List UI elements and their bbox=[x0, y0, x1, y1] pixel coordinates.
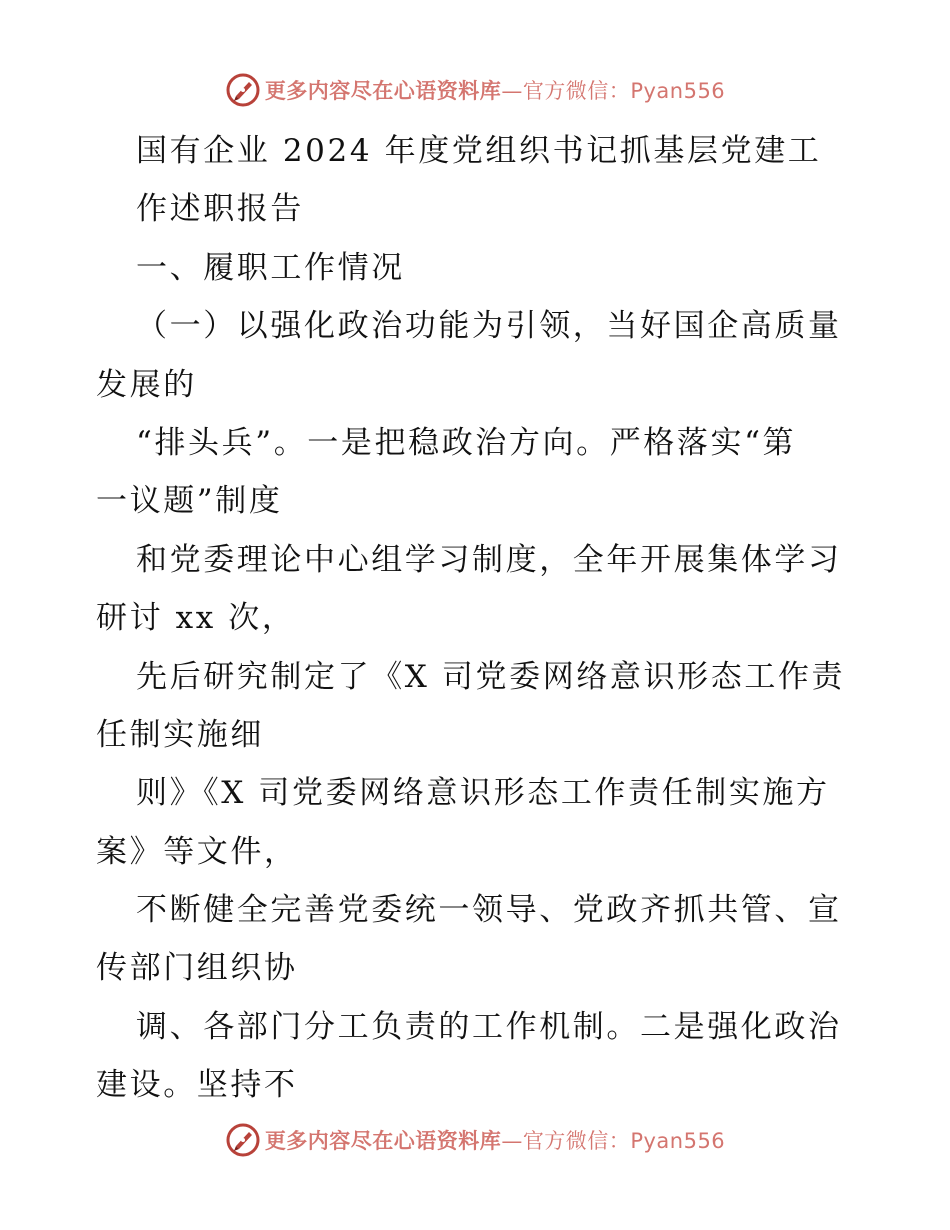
pen-logo-icon bbox=[225, 72, 261, 108]
document-line: 任制实施细 bbox=[96, 716, 264, 753]
document-line: “排头兵”。一是把稳政治方向。严格落实“第 bbox=[136, 424, 797, 461]
document-line: 不断健全完善党委统一领导、党政齐抓共管、宣 bbox=[136, 892, 842, 929]
document-line: 一、履职工作情况 bbox=[136, 249, 405, 286]
document-body bbox=[96, 122, 856, 1115]
footer-watermark bbox=[0, 1120, 950, 1160]
watermark-text bbox=[265, 75, 725, 105]
document-line: 案》等文件， bbox=[96, 833, 298, 870]
watermark-label: 官方微信： bbox=[522, 79, 631, 103]
document-line: 一议题”制度 bbox=[96, 483, 283, 520]
watermark-wechat-id: Pyan556 bbox=[630, 1129, 726, 1153]
document-line: （一）以强化政治功能为引领，当好国企高质量 bbox=[136, 308, 842, 345]
document-line: 和党委理论中心组学习制度，全年开展集体学习 bbox=[136, 541, 842, 578]
document-line: 作述职报告 bbox=[136, 191, 304, 228]
document-line: 则》《X 司党委网络意识形态工作责任制实施方 bbox=[136, 775, 830, 812]
header-watermark bbox=[0, 70, 950, 110]
watermark-brand: 更多内容尽在心语资料库 bbox=[264, 79, 502, 103]
watermark-wechat-id: Pyan556 bbox=[630, 79, 726, 103]
pen-logo-icon bbox=[225, 1122, 261, 1158]
document-line: 调、各部门分工负责的工作机制。二是强化政治 bbox=[136, 1008, 842, 1045]
watermark-brand: 更多内容尽在心语资料库 bbox=[264, 1129, 502, 1153]
document-line: 建设。坚持不 bbox=[96, 1067, 298, 1104]
document-line: 研讨 xx 次， bbox=[96, 600, 296, 637]
watermark-dash: — bbox=[501, 1129, 523, 1153]
document-line: 国有企业 2024 年度党组织书记抓基层党建工 bbox=[136, 133, 822, 169]
document-line: 先后研究制定了《X 司党委网络意识形态工作责 bbox=[136, 658, 846, 695]
watermark-label: 官方微信： bbox=[522, 1129, 631, 1153]
document-line: 发展的 bbox=[96, 366, 197, 403]
watermark-text bbox=[265, 1125, 725, 1155]
document-line: 传部门组织协 bbox=[96, 950, 298, 987]
watermark-dash: — bbox=[501, 79, 523, 103]
